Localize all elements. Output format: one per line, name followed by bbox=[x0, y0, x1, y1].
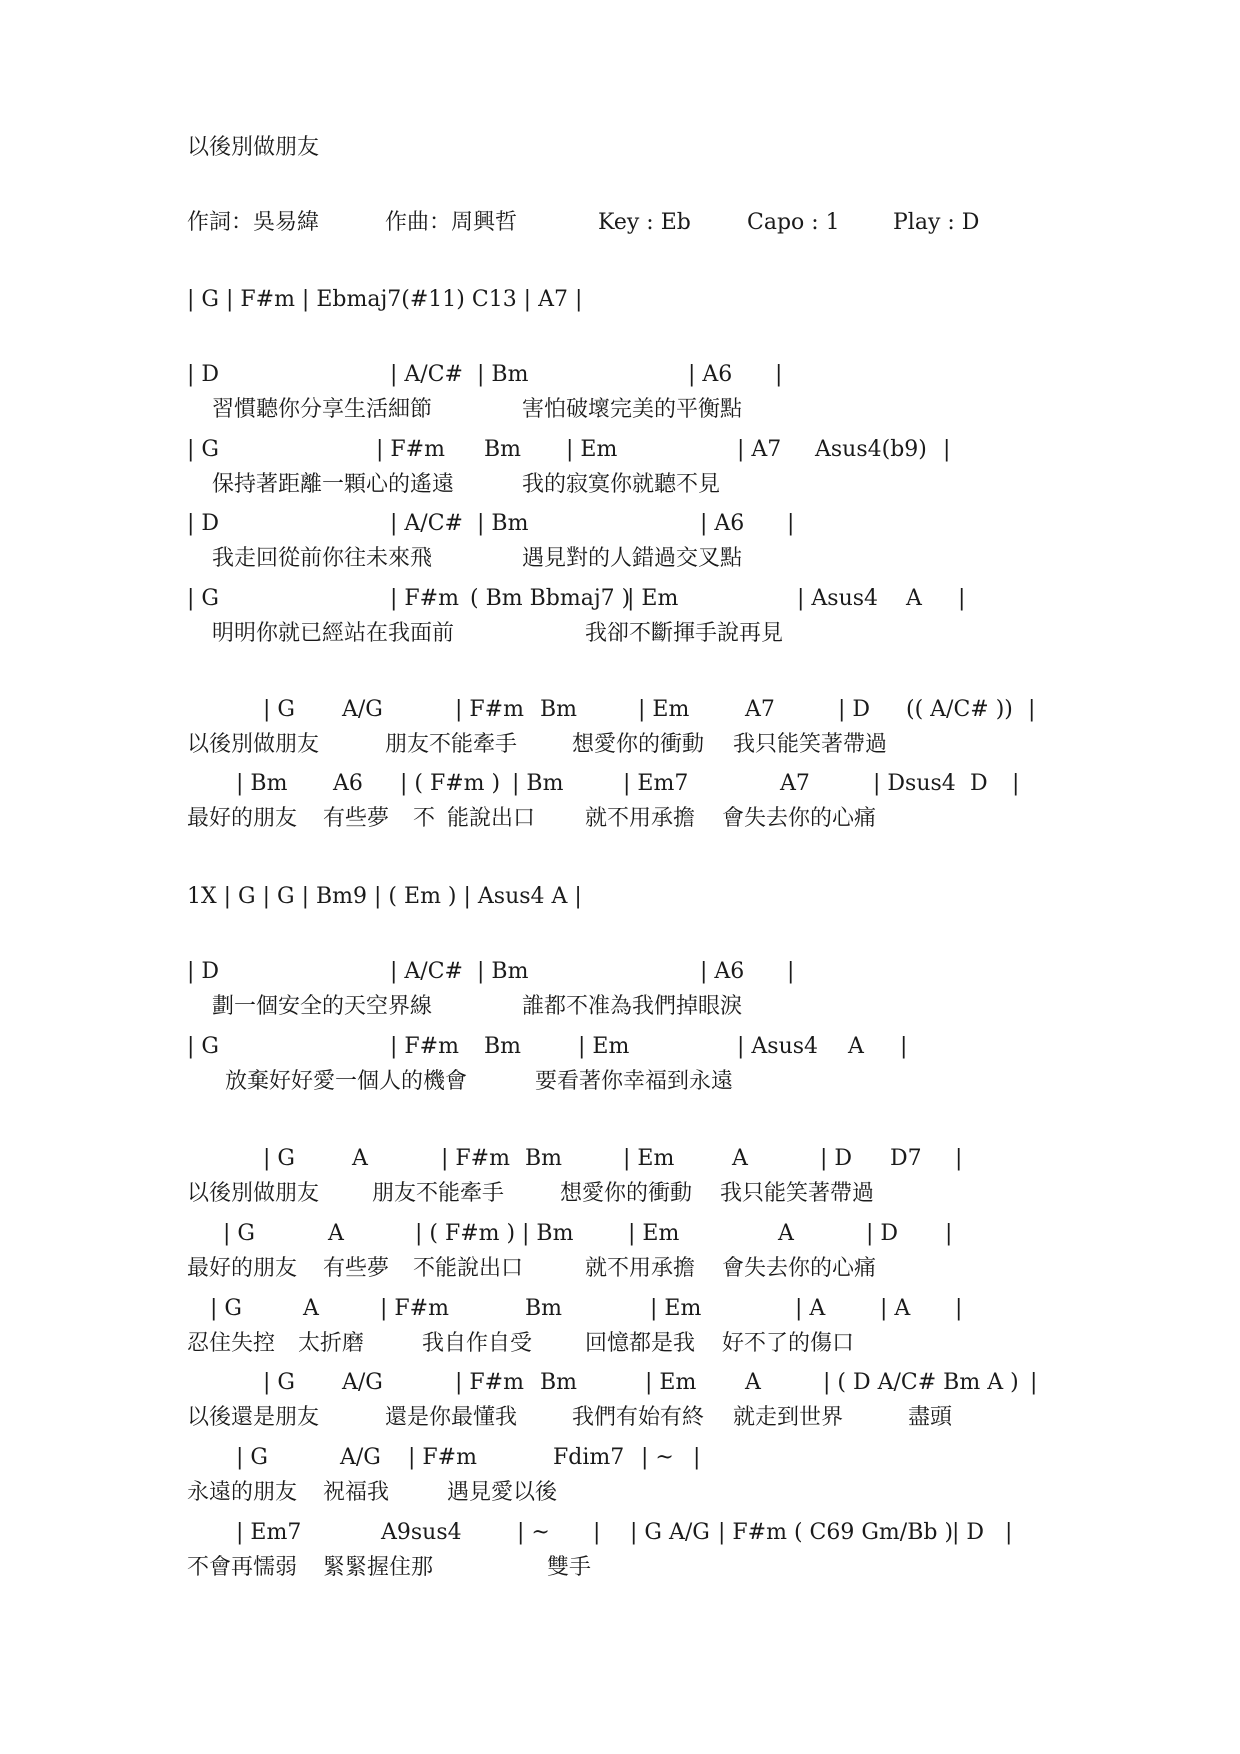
chord: A6 bbox=[333, 771, 363, 796]
chord: A/G bbox=[342, 1370, 383, 1395]
bar-end: | bbox=[945, 1221, 953, 1246]
lyric: 緊緊握住那 bbox=[323, 1555, 434, 1580]
interlude-chords: 1X | G | G | Bm9 | ( Em ) | Asus4 A | bbox=[187, 884, 582, 909]
lyric: 以後還是朋友 bbox=[187, 1405, 320, 1430]
chord: | ~ bbox=[641, 1445, 674, 1470]
bar-end: | bbox=[1028, 697, 1036, 722]
chord: A bbox=[778, 1221, 794, 1246]
lyric: 會失去你的心痛 bbox=[722, 1256, 877, 1281]
bar-end: | bbox=[900, 1034, 908, 1059]
lyric: 朋友不能牽手 bbox=[385, 732, 518, 757]
lyric: 我自作自受 bbox=[422, 1331, 533, 1356]
chord: | Bm bbox=[522, 1221, 574, 1246]
bar-end: | bbox=[1012, 771, 1020, 796]
chord: | ~ bbox=[517, 1520, 550, 1545]
chord: | A/C# bbox=[390, 959, 463, 984]
lyric: 不 bbox=[413, 806, 436, 831]
lyric: 祝福我 bbox=[323, 1480, 390, 1505]
lyric: 有些夢 bbox=[323, 1256, 390, 1281]
chord: | A/C# bbox=[390, 362, 463, 387]
bar-end: | bbox=[943, 437, 951, 462]
key: Key : Eb bbox=[598, 210, 691, 235]
lyric: 我們有始有終 bbox=[572, 1405, 705, 1430]
bar-end: | bbox=[593, 1520, 601, 1545]
lyric: 我走回從前你往未來飛 bbox=[212, 546, 433, 571]
chord: | G bbox=[236, 1445, 268, 1470]
bar-end: | bbox=[693, 1445, 701, 1470]
chord: A bbox=[352, 1146, 368, 1171]
chord: | D bbox=[952, 1520, 985, 1545]
lyric: 好不了的傷口 bbox=[722, 1331, 855, 1356]
chord: | G bbox=[263, 1370, 295, 1395]
chord: Bm bbox=[525, 1146, 563, 1171]
chord: | A6 bbox=[700, 511, 745, 536]
bar-end: | bbox=[787, 511, 795, 536]
chord: | D bbox=[187, 511, 220, 536]
chord: A bbox=[328, 1221, 344, 1246]
lyric: 能說出口 bbox=[447, 806, 536, 831]
chord: | G bbox=[187, 437, 219, 462]
lyric: 誰都不准為我們掉眼淚 bbox=[522, 994, 743, 1019]
lyric: 最好的朋友 bbox=[187, 806, 298, 831]
lyric: 永遠的朋友 bbox=[187, 1480, 298, 1505]
chord: Bm bbox=[540, 697, 578, 722]
bar-end: | bbox=[775, 362, 783, 387]
chord: | Bm bbox=[512, 771, 564, 796]
lyric: 我卻不斷揮手說再見 bbox=[585, 621, 784, 646]
lyric: 遇見愛以後 bbox=[447, 1480, 558, 1505]
chord: | G bbox=[187, 586, 219, 611]
chord: | F#m bbox=[390, 586, 459, 611]
chord: | A/C# bbox=[390, 511, 463, 536]
lyric: 要看著你幸福到永遠 bbox=[535, 1069, 734, 1094]
chord: Bm bbox=[525, 1296, 563, 1321]
chord: Bm bbox=[484, 1034, 522, 1059]
chord: | Bm bbox=[477, 959, 529, 984]
lyric: 遇見對的人錯過交叉點 bbox=[522, 546, 743, 571]
chord: | Bm bbox=[477, 362, 529, 387]
lyric: 想愛你的衝動 bbox=[572, 732, 705, 757]
chord: | Em bbox=[627, 586, 679, 611]
chord: | A7 bbox=[737, 437, 782, 462]
chord: | ( F#m ) bbox=[400, 771, 501, 796]
chord: | F#m bbox=[390, 1034, 459, 1059]
lyric: 劃一個安全的天空界線 bbox=[212, 994, 433, 1019]
chord: | Dsus4 bbox=[873, 771, 956, 796]
chord: | Em bbox=[645, 1370, 697, 1395]
intro-chords: | G | F#m | Ebmaj7(#11) C13 | A7 | bbox=[187, 287, 583, 312]
lyric: 放棄好好愛一個人的機會 bbox=[225, 1069, 468, 1094]
lyric: 我只能笑著帶過 bbox=[720, 1181, 875, 1206]
chord: (( A/C# )) bbox=[906, 697, 1013, 722]
chord: Asus4(b9) bbox=[815, 437, 927, 462]
chord: | D bbox=[866, 1221, 899, 1246]
chord: | G A/G bbox=[630, 1520, 710, 1545]
chord: | G bbox=[223, 1221, 255, 1246]
chord: A bbox=[745, 1370, 761, 1395]
chord: | Em bbox=[650, 1296, 702, 1321]
chord: | A bbox=[880, 1296, 911, 1321]
chord: | F#m ( C69 Gm/Bb ) bbox=[718, 1520, 954, 1545]
chord: | A bbox=[795, 1296, 826, 1321]
chord: | D bbox=[187, 362, 220, 387]
chord: | Em bbox=[628, 1221, 680, 1246]
bar-end: | bbox=[955, 1146, 963, 1171]
lyric: 就不用承擔 bbox=[585, 1256, 696, 1281]
chord: | ( F#m ) bbox=[415, 1221, 516, 1246]
bar-end: | bbox=[958, 586, 966, 611]
lyric: 我的寂寞你就聽不見 bbox=[522, 472, 721, 497]
lyric: 盡頭 bbox=[908, 1405, 953, 1430]
chord: | Em bbox=[623, 1146, 675, 1171]
chord: | A6 bbox=[700, 959, 745, 984]
lyric: 不能說出口 bbox=[413, 1256, 524, 1281]
chord: | Em7 bbox=[623, 771, 689, 796]
chord: Bm bbox=[540, 1370, 578, 1395]
composer: 作曲：周興哲 bbox=[385, 210, 518, 235]
chord: | Bm bbox=[477, 511, 529, 536]
chord: | F#m bbox=[441, 1146, 510, 1171]
chord: | Em bbox=[566, 437, 618, 462]
chord: D7 bbox=[890, 1146, 922, 1171]
lyric: 保持著距離一顆心的遙遠 bbox=[212, 472, 455, 497]
lyric: 朋友不能牽手 bbox=[372, 1181, 505, 1206]
lyric: 不會再懦弱 bbox=[187, 1555, 298, 1580]
lyricist: 作詞：吳易緯 bbox=[187, 210, 320, 235]
lyric: 害怕破壞完美的平衡點 bbox=[522, 397, 743, 422]
chord: A7 bbox=[780, 771, 810, 796]
bar-end: | bbox=[787, 959, 795, 984]
lyric: 還是你最懂我 bbox=[385, 1405, 518, 1430]
chord: Fdim7 bbox=[553, 1445, 625, 1470]
chord: | F#m bbox=[455, 1370, 524, 1395]
chord: A bbox=[732, 1146, 748, 1171]
lyric: 就不用承擔 bbox=[585, 806, 696, 831]
chord: | F#m bbox=[408, 1445, 477, 1470]
lyric: 就走到世界 bbox=[733, 1405, 844, 1430]
chord: | F#m bbox=[380, 1296, 449, 1321]
lyric: 忍住失控 bbox=[187, 1331, 276, 1356]
chord: A9sus4 bbox=[381, 1520, 462, 1545]
play-key: Play : D bbox=[893, 210, 980, 235]
chord: A7 bbox=[745, 697, 775, 722]
song-title: 以後別做朋友 bbox=[187, 135, 320, 160]
chord: A/G bbox=[342, 697, 383, 722]
bar-end: | bbox=[955, 1296, 963, 1321]
lyric: 有些夢 bbox=[323, 806, 390, 831]
chord: | Asus4 bbox=[797, 586, 879, 611]
chord: A bbox=[303, 1296, 319, 1321]
lyric: 習慣聽你分享生活細節 bbox=[212, 397, 433, 422]
lyric: 想愛你的衝動 bbox=[560, 1181, 693, 1206]
chord: A bbox=[906, 586, 922, 611]
chord: | G bbox=[263, 697, 295, 722]
chord: A bbox=[848, 1034, 864, 1059]
bar-end: | bbox=[1005, 1520, 1013, 1545]
chord: | G bbox=[210, 1296, 242, 1321]
chord: | F#m bbox=[376, 437, 445, 462]
chord: | ( D A/C# Bm A ) bbox=[823, 1370, 1019, 1395]
chord: | Em bbox=[578, 1034, 630, 1059]
chord: D bbox=[970, 771, 988, 796]
lyric: 我只能笑著帶過 bbox=[733, 732, 888, 757]
chord: | F#m bbox=[455, 697, 524, 722]
lyric: 會失去你的心痛 bbox=[722, 806, 877, 831]
chord: A/G bbox=[340, 1445, 381, 1470]
chord: | G bbox=[263, 1146, 295, 1171]
chord: ( Bm Bbmaj7 ) bbox=[470, 586, 631, 611]
lyric: 雙手 bbox=[547, 1555, 592, 1580]
bar-end: | bbox=[1030, 1370, 1038, 1395]
chord: | Asus4 bbox=[737, 1034, 819, 1059]
lyric: 太折磨 bbox=[298, 1331, 365, 1356]
chord: | Em7 bbox=[236, 1520, 302, 1545]
lyric: 回憶都是我 bbox=[585, 1331, 696, 1356]
lyric: 以後別做朋友 bbox=[187, 732, 320, 757]
lyric: 最好的朋友 bbox=[187, 1256, 298, 1281]
lyric: 明明你就已經站在我面前 bbox=[212, 621, 455, 646]
chord: Bm bbox=[484, 437, 522, 462]
chord: | Bm bbox=[236, 771, 288, 796]
capo: Capo : 1 bbox=[747, 210, 840, 235]
chord: | D bbox=[187, 959, 220, 984]
lyric: 以後別做朋友 bbox=[187, 1181, 320, 1206]
chord: | A6 bbox=[688, 362, 733, 387]
chord: | D bbox=[820, 1146, 853, 1171]
chord: | Em bbox=[638, 697, 690, 722]
chord: | D bbox=[838, 697, 871, 722]
chord: | G bbox=[187, 1034, 219, 1059]
